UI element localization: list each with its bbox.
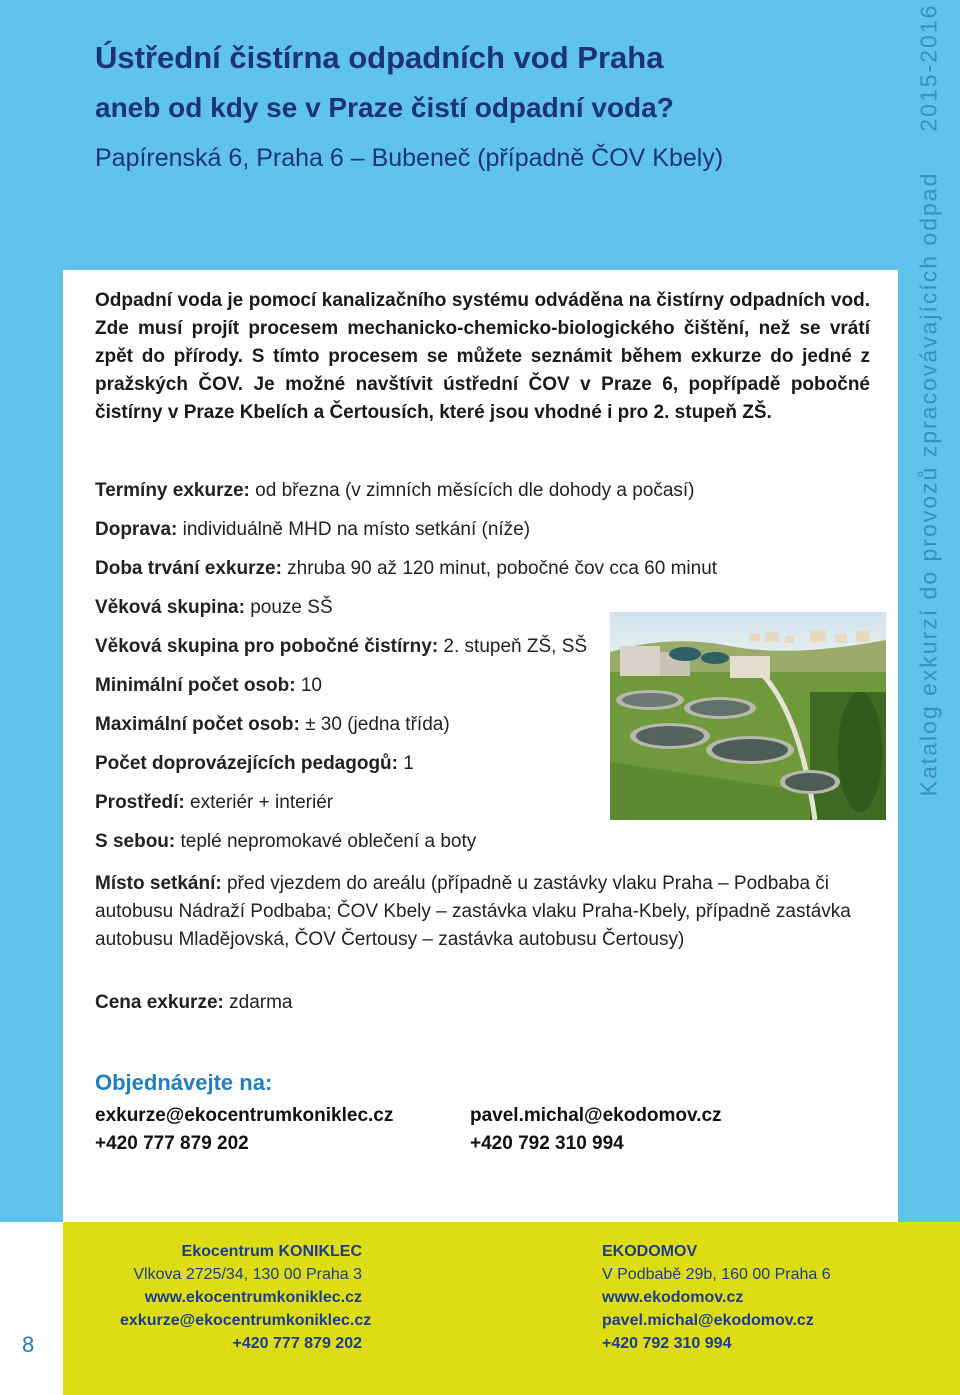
price: [95, 992, 292, 1014]
info-label: Minimální počet osob:: [95, 675, 296, 696]
price-value: zdarma: [223, 992, 293, 1013]
info-value: 10: [295, 675, 322, 696]
footer-ekodomov: [602, 1240, 831, 1355]
intro-part2: Je možné navštívit ústřední ČOV v Praze 6, popřípadě pobočné čistírny v Praze Kbelích a Čertousích, které jsou vhodné i pro 2. stupeň ZŠ.: [95, 374, 870, 423]
info-value: 2. stupeň ZŠ, SŠ: [438, 636, 588, 657]
info-label: Věková skupina:: [95, 597, 245, 618]
footer-org-name: Ekocentrum KONIKLEC: [181, 1243, 362, 1260]
info-row: [95, 558, 875, 597]
info-label: Počet doprovázejících pedagogů:: [95, 753, 398, 774]
contact-koniklec: [95, 1102, 393, 1158]
side-catalog-label: [916, 4, 943, 797]
catalog-title: Katalog exkurzí do provozů zpracovávajících odpad: [915, 171, 942, 797]
catalog-year: 2015-2016: [915, 3, 942, 132]
footer-address: V Podbabě 29b, 160 00 Praha 6: [602, 1266, 831, 1283]
info-value: teplé nepromokavé oblečení a boty: [175, 831, 477, 852]
info-label: Věková skupina pro pobočné čistírny:: [95, 636, 439, 657]
address: Papírenská 6, Praha 6 – Bubeneč (případně ČOV Kbely): [95, 144, 724, 172]
info-row: [95, 519, 875, 558]
footer-phone[interactable]: +420 792 310 994: [602, 1335, 732, 1352]
footer-web-link[interactable]: www.ekodomov.cz: [602, 1289, 744, 1306]
info-row: [95, 480, 875, 519]
contact-phone[interactable]: +420 792 310 994: [470, 1133, 624, 1154]
meeting-value: před vjezdem do areálu (případně u zastávky vlaku Praha – Podbaba či autobusu Nádraží Podbaba; ČOV Kbely – zastávka vlaku Praha-Kbely, případně zastávka autobusu Mladějovská, ČOV Čertousy – zastávka autobusu Čertousy): [95, 873, 851, 950]
page-subtitle: aneb od kdy se v Praze čistí odpadní voda?: [95, 92, 674, 123]
footer-phone[interactable]: +420 777 879 202: [232, 1335, 362, 1352]
price-label: Cena exkurze:: [95, 992, 224, 1013]
info-value: zhruba 90 až 120 minut, pobočné čov cca 60 minut: [281, 558, 718, 579]
info-label: Prostředí:: [95, 792, 185, 813]
footer-email-link[interactable]: pavel.michal@ekodomov.cz: [602, 1312, 814, 1329]
info-label: S sebou:: [95, 831, 176, 852]
info-value: individuálně MHD na místo setkání (níže): [177, 519, 531, 540]
meeting-point: [95, 870, 870, 954]
info-value: 1: [398, 753, 414, 774]
info-label: Doba trvání exkurze:: [95, 558, 282, 579]
footer-koniklec: [120, 1240, 372, 1355]
info-value: exteriér + interiér: [184, 792, 334, 813]
contact-ekodomov: [470, 1102, 722, 1158]
info-label: Termíny exkurze:: [95, 480, 250, 501]
page-number: 8: [22, 1332, 35, 1357]
footer-web-link[interactable]: www.ekocentrumkoniklec.cz: [144, 1289, 362, 1306]
contact-email[interactable]: pavel.michal@ekodomov.cz: [470, 1105, 722, 1126]
info-value: ± 30 (jedna třída): [299, 714, 450, 735]
info-value: pouze SŠ: [244, 597, 333, 618]
footer-org-name: EKODOMOV: [602, 1243, 698, 1260]
meeting-label: Místo setkání:: [95, 873, 222, 894]
wastewater-plant-photo: [610, 612, 886, 820]
intro-paragraph: [95, 287, 870, 427]
intro-part1: Odpadní voda je pomocí kanalizačního systému odváděna na čistírny odpadních vod. Zde musí projít procesem mechanicko-chemicko-biologického čištění, než se vrátí zpět do přírody. S tímto procesem se můžete seznámit během exkurze do jedné z pražských ČOV.: [95, 290, 870, 395]
info-row: [95, 831, 875, 870]
order-title: Objednávejte na:: [95, 1070, 273, 1095]
info-value: od března (v zimních měsících dle dohody a počasí): [249, 480, 695, 501]
footer-address: Vlkova 2725/34, 130 00 Praha 3: [133, 1266, 362, 1283]
contact-email[interactable]: exkurze@ekocentrumkoniklec.cz: [95, 1105, 394, 1126]
page-title: Ústřední čistírna odpadních vod Praha: [95, 40, 664, 75]
info-label: Maximální počet osob:: [95, 714, 300, 735]
footer-email-link[interactable]: exkurze@ekocentrumkoniklec.cz: [120, 1312, 372, 1329]
contact-phone[interactable]: +420 777 879 202: [95, 1133, 249, 1154]
info-label: Doprava:: [95, 519, 178, 540]
footer-margin: [0, 1222, 63, 1395]
